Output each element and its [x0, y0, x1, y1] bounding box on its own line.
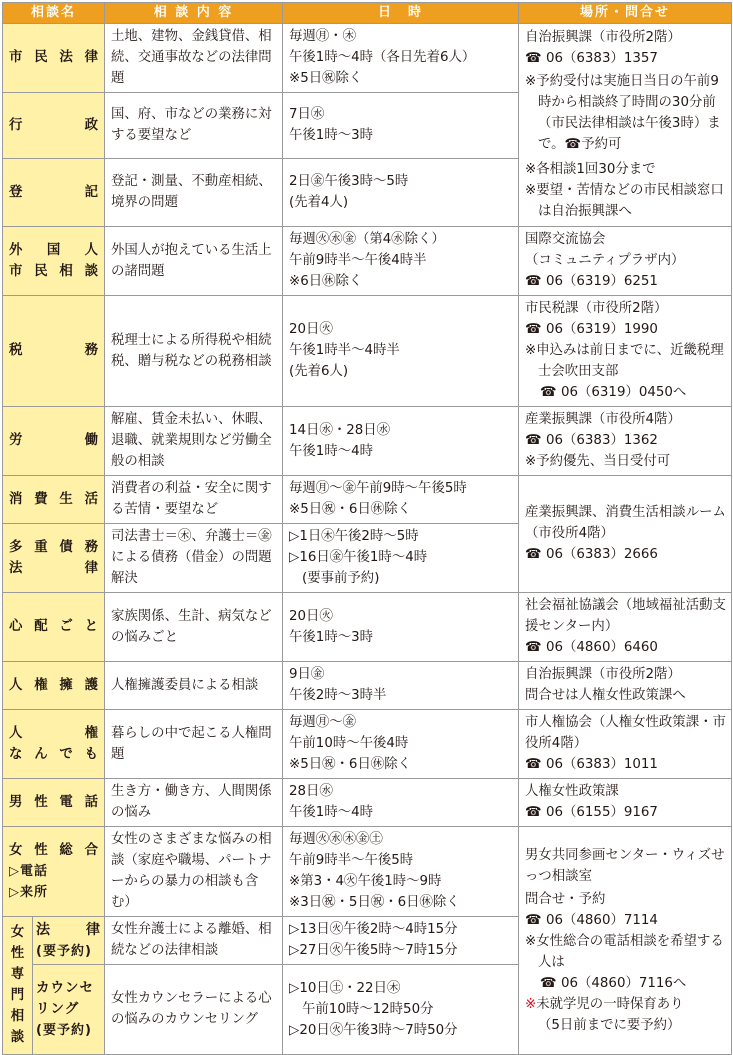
- vertical-char: 門: [10, 988, 26, 1003]
- label-char: 市: [9, 263, 24, 279]
- category-shohi-seikatsu: [3, 476, 105, 524]
- schedule-line: 午後1時～4時（各日先着6人）: [289, 50, 476, 65]
- spread-text: [9, 430, 99, 451]
- place-line: 人権女性政策課: [525, 784, 619, 799]
- label-char: 市: [9, 50, 24, 65]
- schedule-line: 午前9時半～午後4時半: [289, 253, 427, 268]
- label-char: 法: [36, 921, 51, 938]
- place-line: 産業振興課（市役所4階）: [525, 412, 681, 427]
- schedule-cell: [283, 227, 519, 296]
- schedule-cell: [283, 710, 519, 779]
- header-content: 相 談 内 容: [105, 3, 283, 24]
- sub-phone-label: ▷電話: [9, 863, 48, 879]
- spread-text: [9, 489, 99, 510]
- vertical-char: 相: [10, 1009, 26, 1024]
- content-cell: 生き方・働き方、人間関係の悩み: [105, 779, 283, 827]
- label-char: 話: [84, 794, 99, 810]
- vertical-char: 女: [10, 925, 26, 940]
- spread-text: [9, 675, 99, 696]
- content-cell: 外国人が抱えている生活上の諸問題: [105, 227, 283, 296]
- schedule-line: ※5日㊗・6日㊡除く: [289, 757, 412, 772]
- content-cell: 消費者の利益・安全に関する苦情・要望など: [105, 476, 283, 524]
- label-char: 男: [9, 794, 24, 810]
- schedule-cell: [283, 296, 519, 407]
- schedule-line: ※5日㊗除く: [289, 71, 363, 86]
- label-char: 登: [9, 184, 24, 200]
- red-note-mark: ※: [525, 996, 537, 1012]
- schedule-line: 毎週㊋㊌㊍㊎㊏: [289, 832, 383, 847]
- schedule-cell: [283, 593, 519, 662]
- label-char: 重: [34, 539, 49, 555]
- category-gyosei: [3, 93, 105, 159]
- childcare-text: 未就学児の一時保育あり: [536, 996, 684, 1012]
- counseling-label: カウンセリング: [36, 980, 94, 1017]
- category-shimin-horitsu: [3, 24, 105, 93]
- spread-text: [9, 240, 99, 261]
- schedule-cell: [283, 965, 519, 1055]
- schedule-line: ▷1日㊍午後2時～5時: [289, 529, 419, 544]
- table-row: [3, 227, 732, 296]
- spread-text: [36, 920, 101, 941]
- label-char: 消: [9, 491, 24, 507]
- schedule-line: 午後1時～3時: [289, 128, 374, 143]
- place-phone: ☎ 06（6383）1011: [525, 757, 658, 772]
- schedule-line: 午後2時～3時半: [289, 688, 387, 703]
- label-char: 民: [34, 50, 49, 65]
- content-cell: 土地、建物、金銭貸借、相続、交通事故などの法律問題: [105, 24, 283, 93]
- label-char: 律: [86, 921, 102, 938]
- vertical-char: 談: [10, 1030, 26, 1045]
- label-char: 律: [84, 560, 100, 576]
- content-cell: 家族関係、生計、病気などの悩みごと: [105, 593, 283, 662]
- spread-text: [9, 558, 99, 579]
- place-note: ※要望・苦情などの市民相談窓口は自治振興課へ: [525, 183, 724, 219]
- content-cell: 登記・測量、不動産相続、境界の問題: [105, 159, 283, 227]
- place-cell: [519, 227, 732, 296]
- place-note: （5日前までに要予約）: [538, 1017, 681, 1033]
- schedule-cell: [283, 407, 519, 476]
- label-char: 生: [59, 491, 74, 507]
- label-char: 権: [34, 677, 49, 693]
- place-note: ※予約受付は実施日当日の午前9時から相談終了時間の30分前（市民法律相談は午後3時）まで。☎予約可: [525, 74, 721, 152]
- schedule-cell: [283, 779, 519, 827]
- label-char: 電: [59, 794, 74, 810]
- schedule-cell: [283, 476, 519, 524]
- place-phone: ☎ 06（6383）1357: [525, 51, 658, 66]
- place-phone: ☎ 06（6383）1362: [525, 433, 658, 448]
- label-char: 務: [84, 539, 99, 555]
- place-line: （コミュニティプラザ内）: [525, 253, 685, 268]
- sub-visit-label: ▷来所: [9, 884, 48, 900]
- place-phone: ☎ 06（6319）6251: [525, 274, 658, 289]
- label-char: 律: [84, 50, 99, 65]
- schedule-line: ※第3・4㊋午後1時～9時: [289, 874, 442, 889]
- label-char: 性: [34, 842, 49, 858]
- schedule-cell: [283, 917, 519, 965]
- label-char: 総: [59, 842, 74, 858]
- label-char: 人: [9, 725, 24, 741]
- schedule-line: ▷13日㊋午後2時～4時15分: [289, 922, 458, 937]
- schedule-line: 午前10時～12時50分: [302, 1001, 434, 1017]
- schedule-line: ※6日㊡除く: [289, 274, 363, 289]
- consultation-schedule: [2, 2, 731, 1055]
- place-phone: ☎ 06（4860）7116へ: [540, 975, 687, 991]
- content-cell: 税理士による所得税や相続税、贈与税などの税務相談: [105, 296, 283, 407]
- schedule-line: 2日㊎午後3時～5時: [289, 174, 409, 189]
- table-row: [3, 779, 732, 827]
- label-char: 働: [84, 433, 100, 448]
- place-line: 自治振興課（市役所2階）: [525, 30, 681, 45]
- place-cell: [519, 296, 732, 407]
- label-char: 法: [9, 560, 24, 576]
- category-toki: [3, 159, 105, 227]
- header-place: 場所・問合せ: [519, 3, 732, 24]
- table-row: [3, 827, 732, 917]
- schedule-line: 9日㊎: [289, 667, 325, 682]
- place-phone: ☎ 06（6319）0450へ: [540, 385, 687, 400]
- schedule-cell: [283, 159, 519, 227]
- label-char: 法: [59, 50, 74, 65]
- table-row: [3, 296, 732, 407]
- category-jinken-nandemo: [3, 710, 105, 779]
- place-cell: [519, 710, 732, 779]
- place-phone: ☎ 06（4860）7114: [525, 912, 658, 928]
- category-zeimu: [3, 296, 105, 407]
- label-char: 債: [59, 539, 74, 555]
- place-note: ※申込みは前日までに、近畿税理士会吹田支部: [525, 343, 724, 379]
- category-dansei-denwa: [3, 779, 105, 827]
- spread-text: [9, 744, 99, 765]
- schedule-cell: [283, 24, 519, 93]
- schedule-line: (先着4人): [289, 195, 349, 210]
- place-line: 市民税課（市役所2階）: [525, 301, 668, 316]
- schedule-line: ※3日㊗・5日㊗・6日㊡除く: [289, 895, 460, 910]
- category-josei-sogo: [3, 827, 105, 917]
- category-shinpaigoto: [3, 593, 105, 662]
- schedule-cell: [283, 93, 519, 159]
- schedule-cell: [283, 524, 519, 593]
- vertical-char: 性: [10, 946, 26, 961]
- content-cell: 女性カウンセラーによる心の悩みのカウンセリング: [105, 965, 283, 1055]
- table-row: [3, 593, 732, 662]
- table-row: [3, 476, 732, 524]
- content-cell: 人権擁護委員による相談: [105, 662, 283, 710]
- schedule-line: 毎週㊊～㊎午前9時～午後5時: [289, 481, 467, 496]
- place-cell: [519, 593, 732, 662]
- place-note: ※女性総合の電話相談を希望する人は: [525, 933, 724, 970]
- spread-text: [9, 840, 99, 861]
- consultation-table: [2, 2, 732, 1055]
- reservation-label: (要予約): [36, 1023, 92, 1038]
- content-cell: 国、府、市などの業務に対する要望など: [105, 93, 283, 159]
- schedule-line: 28日㊌: [289, 784, 333, 799]
- subcategory-counseling: [33, 965, 105, 1055]
- schedule-line: 午前10時～午後4時: [289, 736, 409, 751]
- category-josei-senmon: [3, 917, 33, 1055]
- content-cell: 女性のさまざまな悩みの相談（家庭や職場、パートナーからの暴力の相談も含む）: [105, 827, 283, 917]
- spread-text: [9, 261, 99, 282]
- schedule-line: 14日㊌・28日㊌: [289, 422, 391, 438]
- label-char: 性: [34, 794, 49, 810]
- schedule-line: 午後1時半～4時半: [289, 343, 400, 358]
- label-char: 民: [34, 263, 49, 279]
- label-char: な: [9, 746, 24, 762]
- label-char: 活: [84, 491, 99, 507]
- schedule-cell: [283, 827, 519, 917]
- label-char: 行: [9, 117, 24, 133]
- content-cell: 司法書士＝㊍、弁護士＝㊎による債務（借金）の問題解決: [105, 524, 283, 593]
- header-consult-name: 相談名: [3, 3, 105, 24]
- spread-text: [9, 792, 99, 813]
- place-phone: ☎ 06（6383）2666: [525, 547, 658, 562]
- place-line: 市人権協会（人権女性政策課・市役所4階）: [525, 715, 726, 751]
- spread-text: [9, 616, 99, 637]
- spread-text: [9, 723, 99, 744]
- schedule-line: 7日㊌: [289, 107, 325, 122]
- label-char: 人: [9, 677, 24, 693]
- table-header-row: [3, 3, 732, 24]
- label-char: 外: [9, 242, 24, 258]
- spread-text: [9, 47, 99, 68]
- table-row: [3, 662, 732, 710]
- label-char: 多: [9, 539, 24, 555]
- schedule-line: ▷16日㊎午後1時～4時: [289, 550, 428, 565]
- label-char: と: [84, 619, 99, 634]
- label-char: 相: [59, 263, 74, 279]
- label-char: 合: [84, 842, 99, 858]
- place-note-childcare: [525, 994, 726, 1015]
- place-cell-jichi: [519, 24, 732, 227]
- subcategory-horitsu: [33, 917, 105, 965]
- label-char: で: [59, 746, 74, 762]
- place-line: 問合せ・予約: [525, 891, 606, 907]
- category-jinken-yogo: [3, 662, 105, 710]
- spread-text: [9, 182, 99, 203]
- label-char: 労: [9, 433, 24, 448]
- place-note: ※予約優先、当日受付可: [525, 454, 671, 469]
- schedule-line: ※5日㊗・6日㊡除く: [289, 502, 412, 517]
- header-datetime: 日 時: [283, 3, 519, 24]
- label-char: 費: [34, 491, 49, 507]
- table-row: [3, 24, 732, 93]
- label-char: ご: [59, 619, 74, 634]
- schedule-line: (先着6人): [289, 364, 349, 379]
- label-char: 務: [84, 343, 100, 358]
- table-row: [3, 710, 732, 779]
- label-char: ん: [34, 746, 49, 762]
- category-rodo: [3, 407, 105, 476]
- label-char: 人: [84, 242, 100, 258]
- schedule-line: 20日㊋: [289, 608, 333, 624]
- place-cell: [519, 662, 732, 710]
- place-line: 社会福祉協議会（地域福祉活動支援センター内）: [525, 598, 726, 634]
- schedule-line: 毎週㊊～㊎: [289, 715, 356, 730]
- label-char: 女: [9, 842, 24, 858]
- schedule-cell: [283, 662, 519, 710]
- place-cell: [519, 407, 732, 476]
- content-cell: 暮らしの中で起こる人権問題: [105, 710, 283, 779]
- content-cell: 解雇、賃金未払い、休暇、退職、就業規則など労働全般の相談: [105, 407, 283, 476]
- label-char: も: [84, 746, 99, 762]
- label-char: 権: [84, 725, 100, 741]
- schedule-line: ▷20日㊋午後3時～7時50分: [289, 1022, 458, 1038]
- content-cell: 女性弁護士による離婚、相続などの法律相談: [105, 917, 283, 965]
- label-char: 心: [9, 619, 24, 634]
- spread-text: [9, 537, 99, 558]
- place-cell: [519, 779, 732, 827]
- schedule-line: ▷10日㊏・22日㊍: [289, 980, 401, 996]
- schedule-line: 午後1時～3時: [289, 629, 374, 645]
- label-char: 配: [34, 619, 49, 634]
- schedule-line: 午後1時～4時: [289, 443, 374, 459]
- place-line: 男女共同参画センター・ウィズせっつ相談室: [525, 847, 725, 884]
- label-char: 記: [84, 184, 100, 200]
- schedule-line: 午後1時～4時: [289, 805, 374, 820]
- schedule-line: (要事前予約): [302, 571, 380, 586]
- place-cell: [519, 476, 732, 593]
- vertical-char: 専: [10, 967, 26, 982]
- schedule-line: ▷27日㊋午後5時～7時15分: [289, 943, 458, 958]
- place-note: ※各相談1回30分まで: [525, 162, 656, 177]
- label-char: 談: [84, 263, 99, 279]
- label-char: 税: [9, 343, 24, 358]
- label-char: 国: [46, 242, 62, 258]
- place-line: 問合せは人権女性政策課へ: [525, 688, 686, 703]
- spread-text: [9, 115, 99, 136]
- place-line: 自治振興課（市役所2階）: [525, 667, 681, 682]
- category-gaikokujin: [3, 227, 105, 296]
- category-tajyu-saimu: [3, 524, 105, 593]
- place-cell-with: [519, 827, 732, 1055]
- table-row: [3, 407, 732, 476]
- label-char: 護: [84, 677, 99, 693]
- place-phone: ☎ 06（6155）9167: [525, 805, 658, 820]
- schedule-line: 毎週㊊・㊍: [289, 29, 356, 44]
- place-line: 産業振興課、消費生活相談ルーム（市役所4階）: [525, 505, 726, 541]
- place-phone: ☎ 06（4860）6460: [525, 640, 658, 655]
- place-phone: ☎ 06（6319）1990: [525, 322, 658, 337]
- label-char: 政: [84, 117, 100, 133]
- reservation-label: (要予約): [36, 943, 92, 959]
- schedule-line: 午前9時半～午後5時: [289, 853, 414, 868]
- spread-text: [9, 340, 99, 361]
- schedule-line: 20日㊋: [289, 322, 333, 337]
- label-char: 擁: [59, 677, 74, 693]
- place-line: 国際交流協会: [525, 232, 606, 247]
- schedule-line: 毎週㊋㊌㊎（第4㊌除く）: [289, 232, 445, 247]
